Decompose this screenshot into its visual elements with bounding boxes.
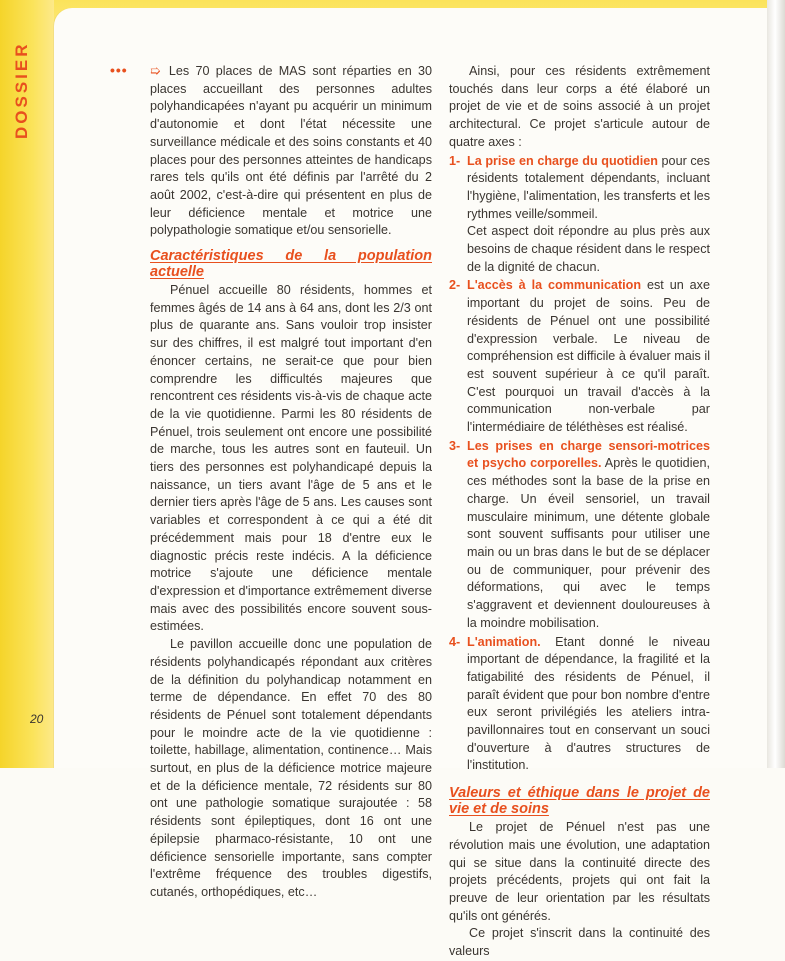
body-paragraph: Le pavillon accueille donc une population de résidents polyhandicapés répondant aux critères de la définition du polyhandicap notamment en terme de dépendance. En effet 70 des 80 résidents de Pénuel sont totalement dépendants pour le moindre acte de la vie quotidienne : toilette, habillage, alimentation, continence… Mais surtout, en plus de la déficience motrice majeure et de la déficience mentale, 72 résidents sur 80 ont une pathologie somatique surajoutée : 58 résidents sont épileptiques, dont 16 ont une épilepsie pharmaco-résistante, 10 ont une déficience sensorielle importante, sans compter l'extrême fréquence des troubles digestifs, cutanés, orthopédiques, etc… bbox=[150, 637, 432, 899]
axis-text: Après le quotidien, ces méthodes sont la base de la prise en charge. Un éveil sensoriel, un travail musculaire minimum, une détente globale sont souvent suffisants pour utiliser une main ou un bras dans le but de se déplacer ou de communiquer, pour prévenir des déformations, qui avec le temps s'aggravent et deviennent douloureuses à la moindre mobilisation. bbox=[467, 456, 710, 630]
body-paragraph: Ce projet s'inscrit dans la continuité des valeurs bbox=[449, 926, 710, 959]
body-paragraph: Le projet de Pénuel n'est pas une révolution mais une évolution, une adaptation qui se situe dans la continuité directe des projets précédents, projets qui ont fait la preuve de leur orientation par les résultats qu'ils ont générés. bbox=[449, 820, 710, 923]
section-tab: DOSSIER bbox=[12, 41, 31, 139]
axis-number: 4- bbox=[449, 634, 461, 649]
axis-text: pour ces résidents totalement dépendants, incluant l'hygiène, l'alimentation, les transferts et les rythmes veille/sommeil. bbox=[467, 153, 710, 221]
left-column bbox=[150, 63, 432, 902]
body-paragraph: Pénuel accueille 80 résidents, hommes et femmes âgés de 14 ans à 64 ans, dont les 2/3 ont plus de quarante ans. Sans vouloir trop insister sur des chiffres, il est malgré tout important d'en énoncer certains, ne serait-ce que pour bien comprendre les difficultés majeures que rencontrent ces résidents vis-à-vis de chaque acte de la vie quotidienne. Parmi les 80 résidents de Pénuel, trois seulement ont encore une possibilité de marche, tous les autres sont en fauteuil. Un tiers des personnes est polyhandicapé depuis la naissance, un tiers avant l'âge de 5 ans et le dernier tiers après l'âge de 5 ans. Les causes sont variables et correspondent à ce qui a été dit précédemment mais pour 18 d'entre eux le diagnostic précis reste indécis. A la déficience motrice s'ajoute une déficience mentale d'expression et d'importance extrêmement diverse mais avec des possibilités encore souvent sous-estimées. bbox=[150, 283, 432, 634]
page-spine bbox=[767, 0, 785, 768]
right-column bbox=[449, 63, 710, 961]
axis-number: 1- bbox=[449, 153, 461, 168]
intro-marker-icon: ••• bbox=[110, 62, 128, 78]
axis-text: est un axe important du projet de soins. Peu de résidents de Pénuel ont une possibilité d'expression verbale. Le niveau de compréhension est difficile à évaluer mais il est souvent supérieur à ce qu'il paraît. C'est pourquoi un travail d'accès à la communication non-verbale par l'intermédiaire de téléthèses est réalisé. bbox=[467, 278, 710, 435]
axis-text: Etant donné le niveau important de dépendance, la fragilité et la fatigabilité des résidents de Pénuel, il paraît évident que pour bon nombre d'entre eux seront privilégiés les ateliers intra-pavillonnaires tout en conservant un souci d'ouverture à d'autres structures de l'institution. bbox=[467, 634, 710, 773]
axis-title: L'animation. bbox=[467, 634, 541, 649]
axis-item bbox=[449, 153, 710, 277]
intro-paragraph-right: Ainsi, pour ces résidents extrêmement touchés dans leur corps a été élaboré un projet de vie et de soins associé à un projet architectural. Ce projet s'articule autour de quatre axes : bbox=[449, 64, 710, 149]
axis-title: La prise en charge du quotidien bbox=[467, 153, 658, 168]
axis-number: 3- bbox=[449, 438, 461, 453]
axis-number: 2- bbox=[449, 278, 461, 293]
page-number: 20 bbox=[30, 712, 44, 726]
section-title-values: Valeurs et éthique dans le projet de vie et de soins bbox=[449, 785, 710, 818]
section-title-population: Caractéristiques de la population actuelle bbox=[150, 248, 432, 281]
axis-title: Les prises en charge sensori-motrices et psycho corporelles. bbox=[467, 438, 710, 471]
intro-text: Les 70 places de MAS sont réparties en 30 places accueillant des personnes adultes polyhandicapées n'ayant pu acquérir un minimum d'autonomie et dont l'état nécessite une surveillance médicale et des soins constants et 40 places pour des personnes atteintes de handicaps rares tels qu'ils ont été définis par l'arrêté du 2 août 2002, c'est-à-dire qui présentent en plus de leur déficience mentale et motrice une polypathologie somatique et/ou sensorielle. bbox=[150, 64, 433, 238]
arrow-icon: ➯ bbox=[150, 64, 161, 78]
axis-title: L'accès à la communication bbox=[467, 278, 642, 293]
axis-item bbox=[449, 438, 710, 633]
axis-extra-text: Cet aspect doit répondre au plus près aux besoins de chaque résident dans le respect de la dignité de chacun. bbox=[467, 224, 710, 274]
axis-item bbox=[449, 634, 710, 776]
axis-item bbox=[449, 277, 710, 436]
intro-paragraph bbox=[150, 63, 432, 240]
